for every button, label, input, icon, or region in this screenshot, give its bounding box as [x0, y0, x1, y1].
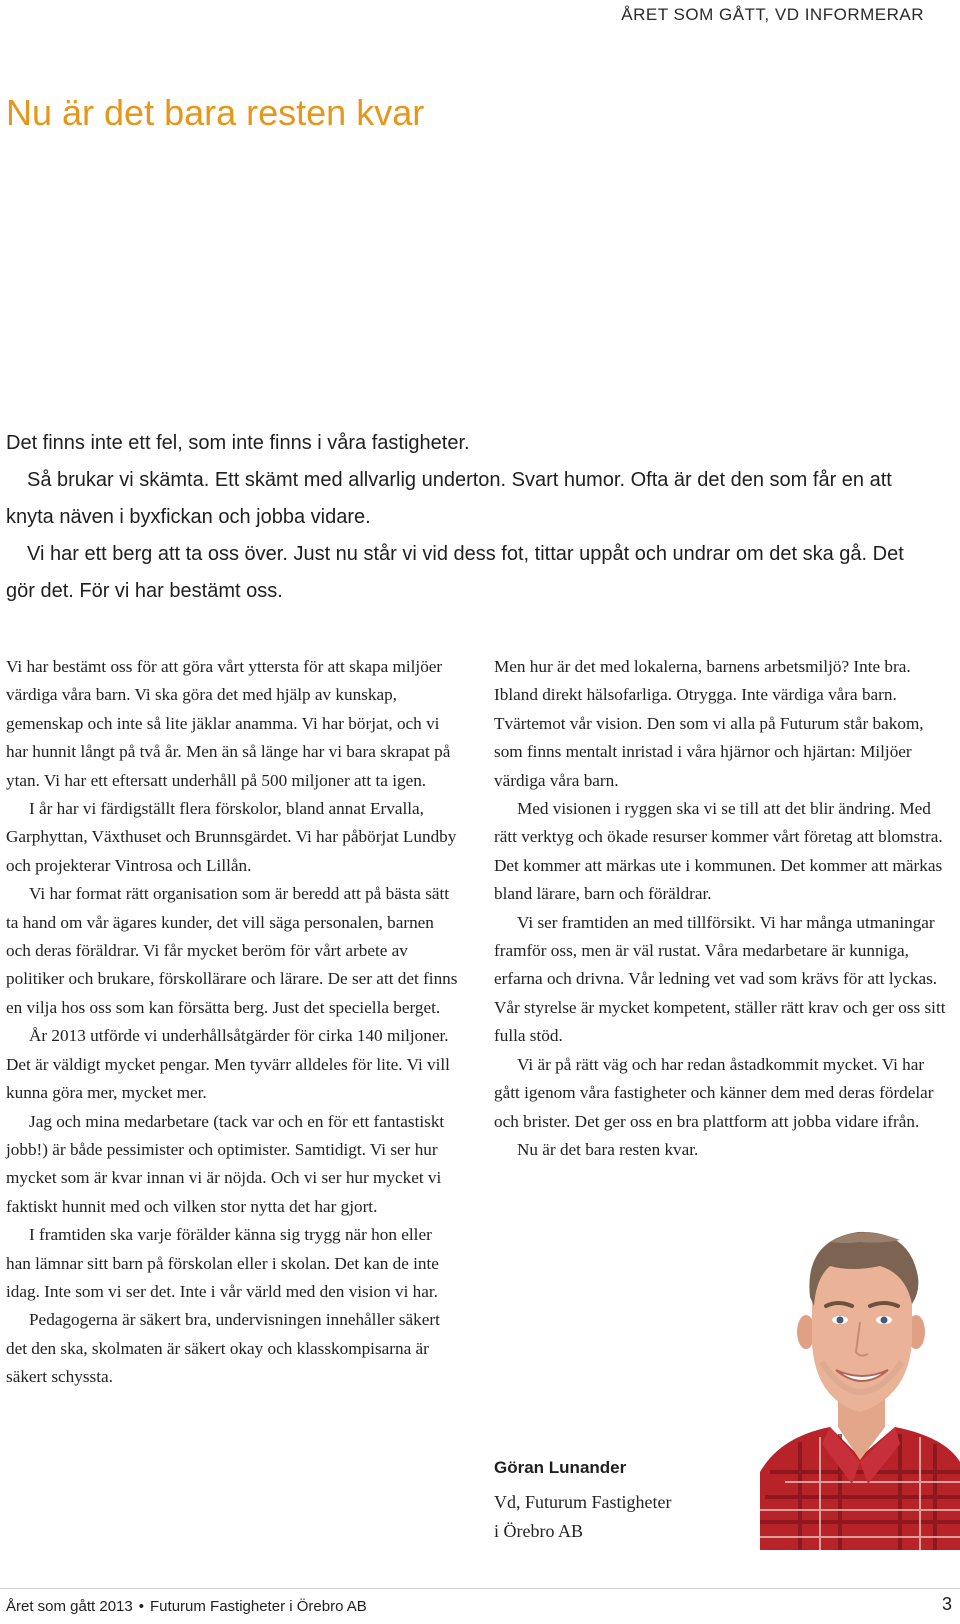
page-number: 3	[941, 1594, 952, 1614]
body-paragraph: Med visionen i ryggen ska vi se till att det blir ändring. Med rätt verktyg och ökade resurser kommer vårt företag att blomstra. Det kommer att märkas ute i kommunen. Det kommer att märkas bland lärare, barn och föräldrar.	[494, 799, 943, 904]
article-ingress	[6, 425, 936, 610]
body-paragraph: Vi har bestämt oss för att göra vårt yttersta för att skapa miljöer värdiga våra barn. Vi ska göra det med hjälp av kunskap, gemenskap och inte så lite jäklar anamma. Vi har börjat, och vi har hunnit långt på två år. Men än så länge har vi bara skrapat på ytan. Vi har ett eftersatt underhåll på 500 miljoner att ta igen.	[6, 657, 451, 790]
body-paragraph: Pedagogerna är säkert bra, undervisningen innehåller säkert det den ska, skolmaten är säkert okay och klasskompisarna är säkert schyssta.	[6, 1310, 440, 1387]
ceo-portrait-photo	[760, 1222, 960, 1550]
ingress-paragraph: Vi har ett berg att ta oss över. Just nu står vi vid dess fot, tittar uppåt och undrar om det ska gå. Det gör det. För vi har bestämt oss.	[6, 543, 904, 602]
signature-name: Göran Lunander	[494, 1458, 627, 1477]
body-column-right	[494, 653, 950, 1164]
footer-company: Futurum Fastigheter i Örebro AB	[150, 1598, 367, 1615]
body-paragraph: Men hur är det med lokalerna, barnens arbetsmiljö? Inte bra. Ibland direkt hälsofarliga. Otrygga. Inte värdiga våra barn. Tvärtemot vår vision. Den som vi alla på Futurum står bakom, som finns mentalt inristad i våra hjärnor och hjärtan: Miljöer värdiga våra barn.	[494, 657, 924, 790]
signature-role-line: i Örebro AB	[494, 1521, 583, 1541]
footer-divider	[0, 1588, 960, 1589]
body-paragraph: I framtiden ska varje förälder känna sig trygg när hon eller han lämnar sitt barn på förskolan eller i skolan. Det kan de inte idag. Inte som vi ser det. Inte i vår värld med den vision vi har.	[6, 1225, 439, 1301]
footer-report-title: Året som gått 2013	[6, 1598, 133, 1615]
body-paragraph: Vi har format rätt organisation som är beredd att på bästa sätt ta hand om vår ägares kunder, det vill säga personalen, barnen och deras föräldrar. Vi får mycket beröm för vårt arbete av politiker och brukare, förskollärare och lärare. De ser att det finns en vilja hos oss som kan försätta berg. Just det speciella berget.	[6, 884, 458, 1017]
footer-publication	[6, 1598, 367, 1615]
body-paragraph: Jag och mina medarbetare (tack var och en för ett fantastiskt jobb!) är både pessimister och optimister. Samtidigt. Vi ser hur mycket som är kvar innan vi är nöjda. Och vi ser hur mycket vi faktiskt hunnit med och vilken stor nytta det har gjort.	[6, 1111, 445, 1216]
body-paragraph: År 2013 utförde vi underhållsåtgärder för cirka 140 miljoner. Det är väldigt mycket pengar. Men tyvärr alldeles för lite. Vi vill kunna göra mer, mycket mer.	[6, 1026, 450, 1103]
body-paragraph: I år har vi färdigställt flera förskolor, bland annat Ervalla, Garphyttan, Växthuset och Brunnsgärdet. Vi har påbörjat Lundby och projekterar Vintrosa och Lillån.	[6, 799, 457, 875]
signature-role-line: Vd, Futurum Fastigheter	[494, 1492, 672, 1512]
body-paragraph: Vi är på rätt väg och har redan åstadkommit mycket. Vi har gått igenom våra fastigheter och känner dem med deras fördelar och brister. Det ger oss en bra plattform att jobba vidare ifrån.	[494, 1054, 934, 1131]
ingress-paragraph: Så brukar vi skämta. Ett skämt med allvarlig underton. Svart humor. Ofta är det den som får en att knyta näven i byxfickan och jobba vidare.	[6, 469, 892, 528]
ingress-paragraph: Det finns inte ett fel, som inte finns i våra fastigheter.	[6, 432, 470, 454]
body-column-left	[6, 653, 460, 1392]
footer-separator: •	[138, 1598, 145, 1615]
section-label: ÅRET SOM GÅTT, VD INFORMERAR	[621, 5, 924, 24]
article-title: Nu är det bara resten kvar	[6, 92, 425, 133]
signature-role	[494, 1488, 672, 1546]
body-paragraph: Vi ser framtiden an med tillförsikt. Vi har många utmaningar framför oss, men är väl rustat. Våra medarbetare är kunniga, erfarna och drivna. Vår ledning vet vad som krävs för att lyckas. Vår styrelse är mycket kompetent, ställer rätt krav och ger oss sitt fulla stöd.	[494, 912, 946, 1046]
body-paragraph: Nu är det bara resten kvar.	[517, 1139, 699, 1159]
